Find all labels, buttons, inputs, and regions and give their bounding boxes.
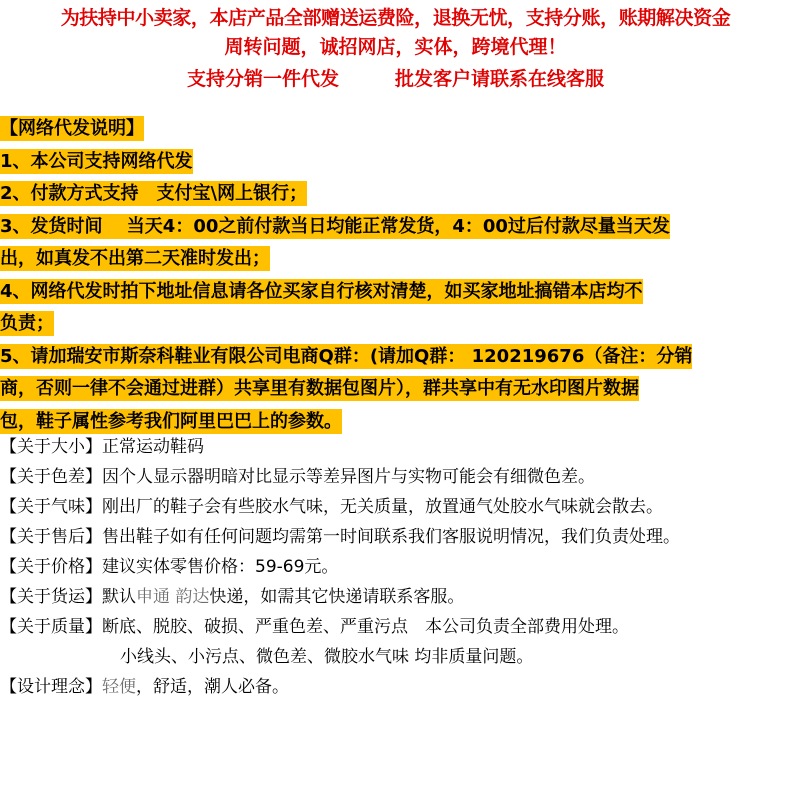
spec-value [102,582,791,612]
notice-title: 【网络代发说明】 [0,118,144,139]
spec-value: 因个人显示器明暗对比显示等差异图片与实物可能会有细微色差。 [102,467,595,487]
spec-key: 【关于货运】 [0,587,102,607]
design-lightweight: 轻便 [102,677,136,697]
spec-value: 售出鞋子如有任何问题均需第一时间联系我们客服说明情况，我们负责处理。 [102,527,680,547]
spec-price [0,552,791,582]
notice-item-4-cont: 负责； [0,313,54,334]
dropship-notice [0,113,791,438]
notice-item-4: 4、网络代发时拍下地址信息请各位买家自行核对清楚，如买家地址搞错本店均不 [0,280,643,302]
notice-item-5-cont-2: 包，鞋子属性参考我们阿里巴巴上的参数。 [0,410,342,432]
spec-key: 【关于售后】 [0,527,102,547]
banner-line-1: 为扶持中小卖家，本店产品全部赠送运费险，退换无忧，支持分账，账期解决资金 [60,7,731,29]
spec-key: 【关于大小】 [0,437,102,457]
banner-line-3 [0,62,791,96]
spec-key: 【关于价格】 [0,557,102,577]
notice-item-5-cont-1: 商，否则一律不会通过进群）共享里有数据包图片），群共享中有无水印图片数据 [0,378,639,399]
spec-value: 正常运动鞋码 [102,437,204,457]
notice-item-5: 5、请加瑞安市斯奈科鞋业有限公司电商Q群：(请加Q群： 120219676（备注：分销 [0,345,693,367]
design-rest: ，舒适，潮人必备。 [136,677,289,697]
spec-value: 断底、脱胶、破损、严重色差、严重污点 本公司负责全部费用处理。 [102,617,629,637]
spec-key: 【关于气味】 [0,497,102,517]
spec-value: 建议实体零售价格：59-69元。 [102,557,339,577]
spec-quality-cont [0,642,791,672]
spec-size [0,432,791,462]
wholesale-text: 批发客户请联系在线客服 [395,68,605,90]
spec-value [102,672,791,702]
spec-shipping [0,582,791,612]
spec-after-sales [0,522,791,552]
spec-value: 小线头、小污点、微色差、微胶水气味 均非质量问题。 [120,647,534,667]
notice-item-2: 2、付款方式支持 支付宝\网上银行； [0,183,308,204]
spec-color-diff [0,462,791,492]
spec-smell [0,492,791,522]
courier-names: 申通 韵达 [136,587,210,607]
spec-key: 【关于质量】 [0,617,102,637]
spec-key: 【关于色差】 [0,467,102,487]
promo-banner [0,4,791,96]
banner-line-2: 周转问题，诚招网店，实体，跨境代理！ [224,36,567,58]
spec-key: 【设计理念】 [0,677,102,697]
spec-design [0,672,791,702]
shipping-note: 快递，如需其它快递请联系客服。 [209,587,465,607]
spec-value: 刚出厂的鞋子会有些胶水气味，无关质量，放置通气处胶水气味就会散去。 [102,497,663,517]
notice-item-3-cont: 出，如真发不出第二天准时发出； [0,248,270,269]
shipping-default: 默认 [102,587,136,607]
notice-item-3: 3、发货时间 当天4：00之前付款当日均能正常发货，4：00过后付款尽量当天发 [0,215,670,237]
notice-item-1: 1、本公司支持网络代发 [0,150,193,172]
dropship-text: 支持分销一件代发 [186,68,339,90]
product-spec-list [0,432,791,702]
spec-quality [0,612,791,642]
